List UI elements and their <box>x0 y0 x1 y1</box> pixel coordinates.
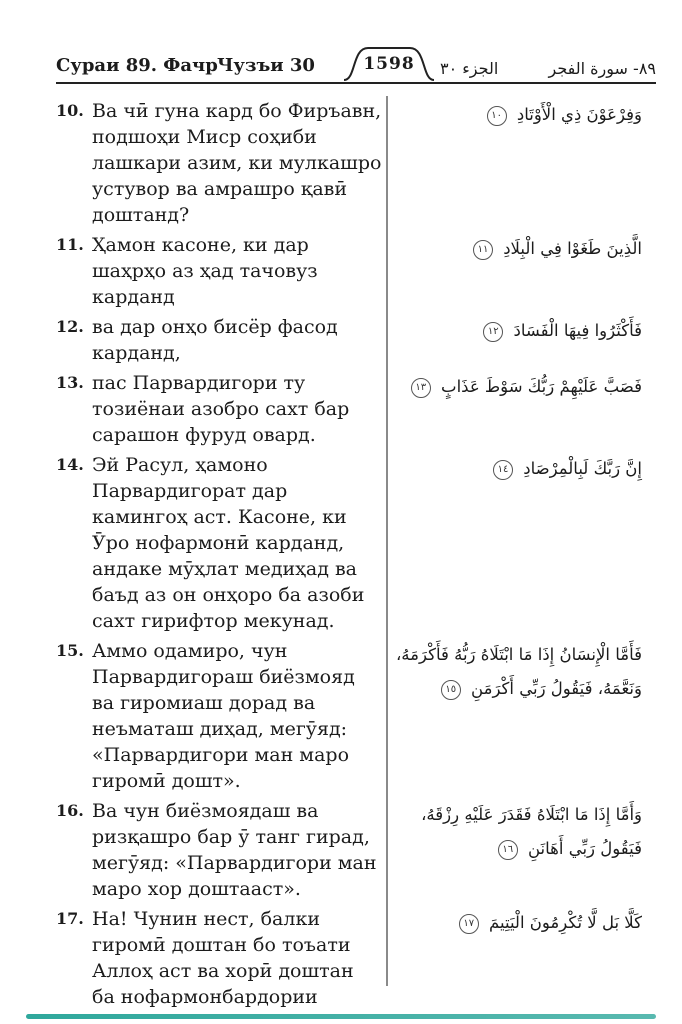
verse-arabic <box>386 452 656 486</box>
surah-title-arabic: ٨٩- سورة الفجر <box>548 59 656 78</box>
verse-number: 14. <box>56 455 84 474</box>
arabic-text: إِنَّ رَبَّكَ لَبِالْمِرْصَادِ <box>523 459 642 478</box>
arabic-text: فَأَكْثَرُوا فِيهَا الْفَسَادَ <box>513 321 642 340</box>
footer-accent-rule <box>26 1014 656 1019</box>
verse-row-10 <box>56 98 656 228</box>
ayah-end-marker: ١٧ <box>459 914 479 934</box>
verse-row-17 <box>56 906 656 1010</box>
verse-number: 15. <box>56 641 84 660</box>
verse-arabic <box>386 232 656 266</box>
juz-label-cyrillic: Чузъи 30 <box>217 55 315 76</box>
verse-translation-tajik: Эй Расул, ҳамоно Парвардигорат дар камингоҳ аст. Касоне, ки Ӯро нофармонӣ карданд, андаке мӯҳлат медиҳад ва баъд аз он онҳоро ба азоби сахт гирифтор мекунад. <box>92 454 365 632</box>
ayah-end-marker: ١٥ <box>441 680 461 700</box>
ayah-end-marker: ١٠ <box>487 106 507 126</box>
verse-row-15 <box>56 638 656 794</box>
page-number: 1598 <box>363 54 415 74</box>
verse-arabic <box>386 906 656 940</box>
verse-row-12 <box>56 314 656 366</box>
verse-number: 12. <box>56 317 84 336</box>
verse-translation-tajik: Ҳамон касоне, ки дар шаҳрҳо аз ҳад тачовуз карданд <box>92 234 318 308</box>
ayah-end-marker: ١٦ <box>498 840 518 860</box>
verse-translation-tajik: ва дар онҳо бисёр фасод карданд, <box>92 316 338 364</box>
verse-arabic <box>386 98 656 132</box>
page-number-badge <box>343 45 435 81</box>
page-header <box>56 44 656 84</box>
ayah-end-marker: ١٢ <box>483 322 503 342</box>
verse-arabic <box>386 798 656 866</box>
arabic-text: وَفِرْعَوْنَ ذِي الْأَوْتَادِ <box>516 105 642 124</box>
arabic-text: فَأَمَّا الْإِنسَانُ إِذَا مَا ابْتَلَاهُ رَبُّهُ فَأَكْرَمَهُ، وَنَعَّمَهُ، فَيَقُولُ رَبِّي أَكْرَمَنِ <box>395 645 642 698</box>
verse-arabic <box>386 314 656 348</box>
verse-number: 13. <box>56 373 84 392</box>
verse-arabic <box>386 638 656 706</box>
verse-translation-tajik: Ва чун биёзмоядаш ва ризқашро бар ӯ танг гирад, мегӯяд: «Парвардигори ман маро хор доштааст». <box>92 800 377 900</box>
arabic-text: وَأَمَّا إِذَا مَا ابْتَلَاهُ فَقَدَرَ عَلَيْهِ رِزْقَهُ، فَيَقُولُ رَبِّي أَهَانَنِ <box>421 805 642 858</box>
page-body <box>0 96 682 1024</box>
verse-row-16 <box>56 798 656 902</box>
verse-translation-tajik: пас Парвардигори ту тозиёнаи азобро сахт бар сарашон фуруд овард. <box>92 372 350 446</box>
verse-number: 17. <box>56 909 84 928</box>
verse-row-14 <box>56 452 656 634</box>
verse-arabic <box>386 370 656 404</box>
verse-translation-tajik: На! Чунин нест, балки гиромӣ доштан бо тоъати Аллоҳ аст ва хорӣ доштан ба нофармонбардории <box>92 908 354 1008</box>
ayah-end-marker: ١٣ <box>411 378 431 398</box>
verse-row-13 <box>56 370 656 448</box>
ayah-end-marker: ١١ <box>473 240 493 260</box>
verse-number: 16. <box>56 801 84 820</box>
arabic-text: فَصَبَّ عَلَيْهِمْ رَبُّكَ سَوْطَ عَذَابٍ <box>441 377 642 396</box>
ayah-end-marker: ١٤ <box>493 460 513 480</box>
verse-translation-tajik: Ва чӣ гуна кард бо Фиръавн, подшоҳи Миср соҳиби лашкари азим, ки мулкашро устувор ва амрашро қавӣ доштанд? <box>92 100 382 226</box>
juz-label-arabic: الجزء ٣٠ <box>440 59 499 78</box>
arabic-text: الَّذِينَ طَغَوْا فِي الْبِلَادِ <box>503 239 642 258</box>
verse-translation-tajik: Аммо одамиро, чун Парвардигораш биёзмояд ва гиромиаш дорад ва неъматаш диҳад, мегӯяд: «Парвардигори ман маро гиромӣ дошт». <box>92 640 355 792</box>
surah-title-cyrillic: Сураи 89. Фачр <box>56 55 218 76</box>
verse-list <box>56 98 656 1014</box>
arabic-text: كَلَّا بَل لَّا تُكْرِمُونَ الْيَتِيمَ <box>489 913 642 932</box>
verse-number: 10. <box>56 101 84 120</box>
verse-row-11 <box>56 232 656 310</box>
verse-number: 11. <box>56 235 84 254</box>
